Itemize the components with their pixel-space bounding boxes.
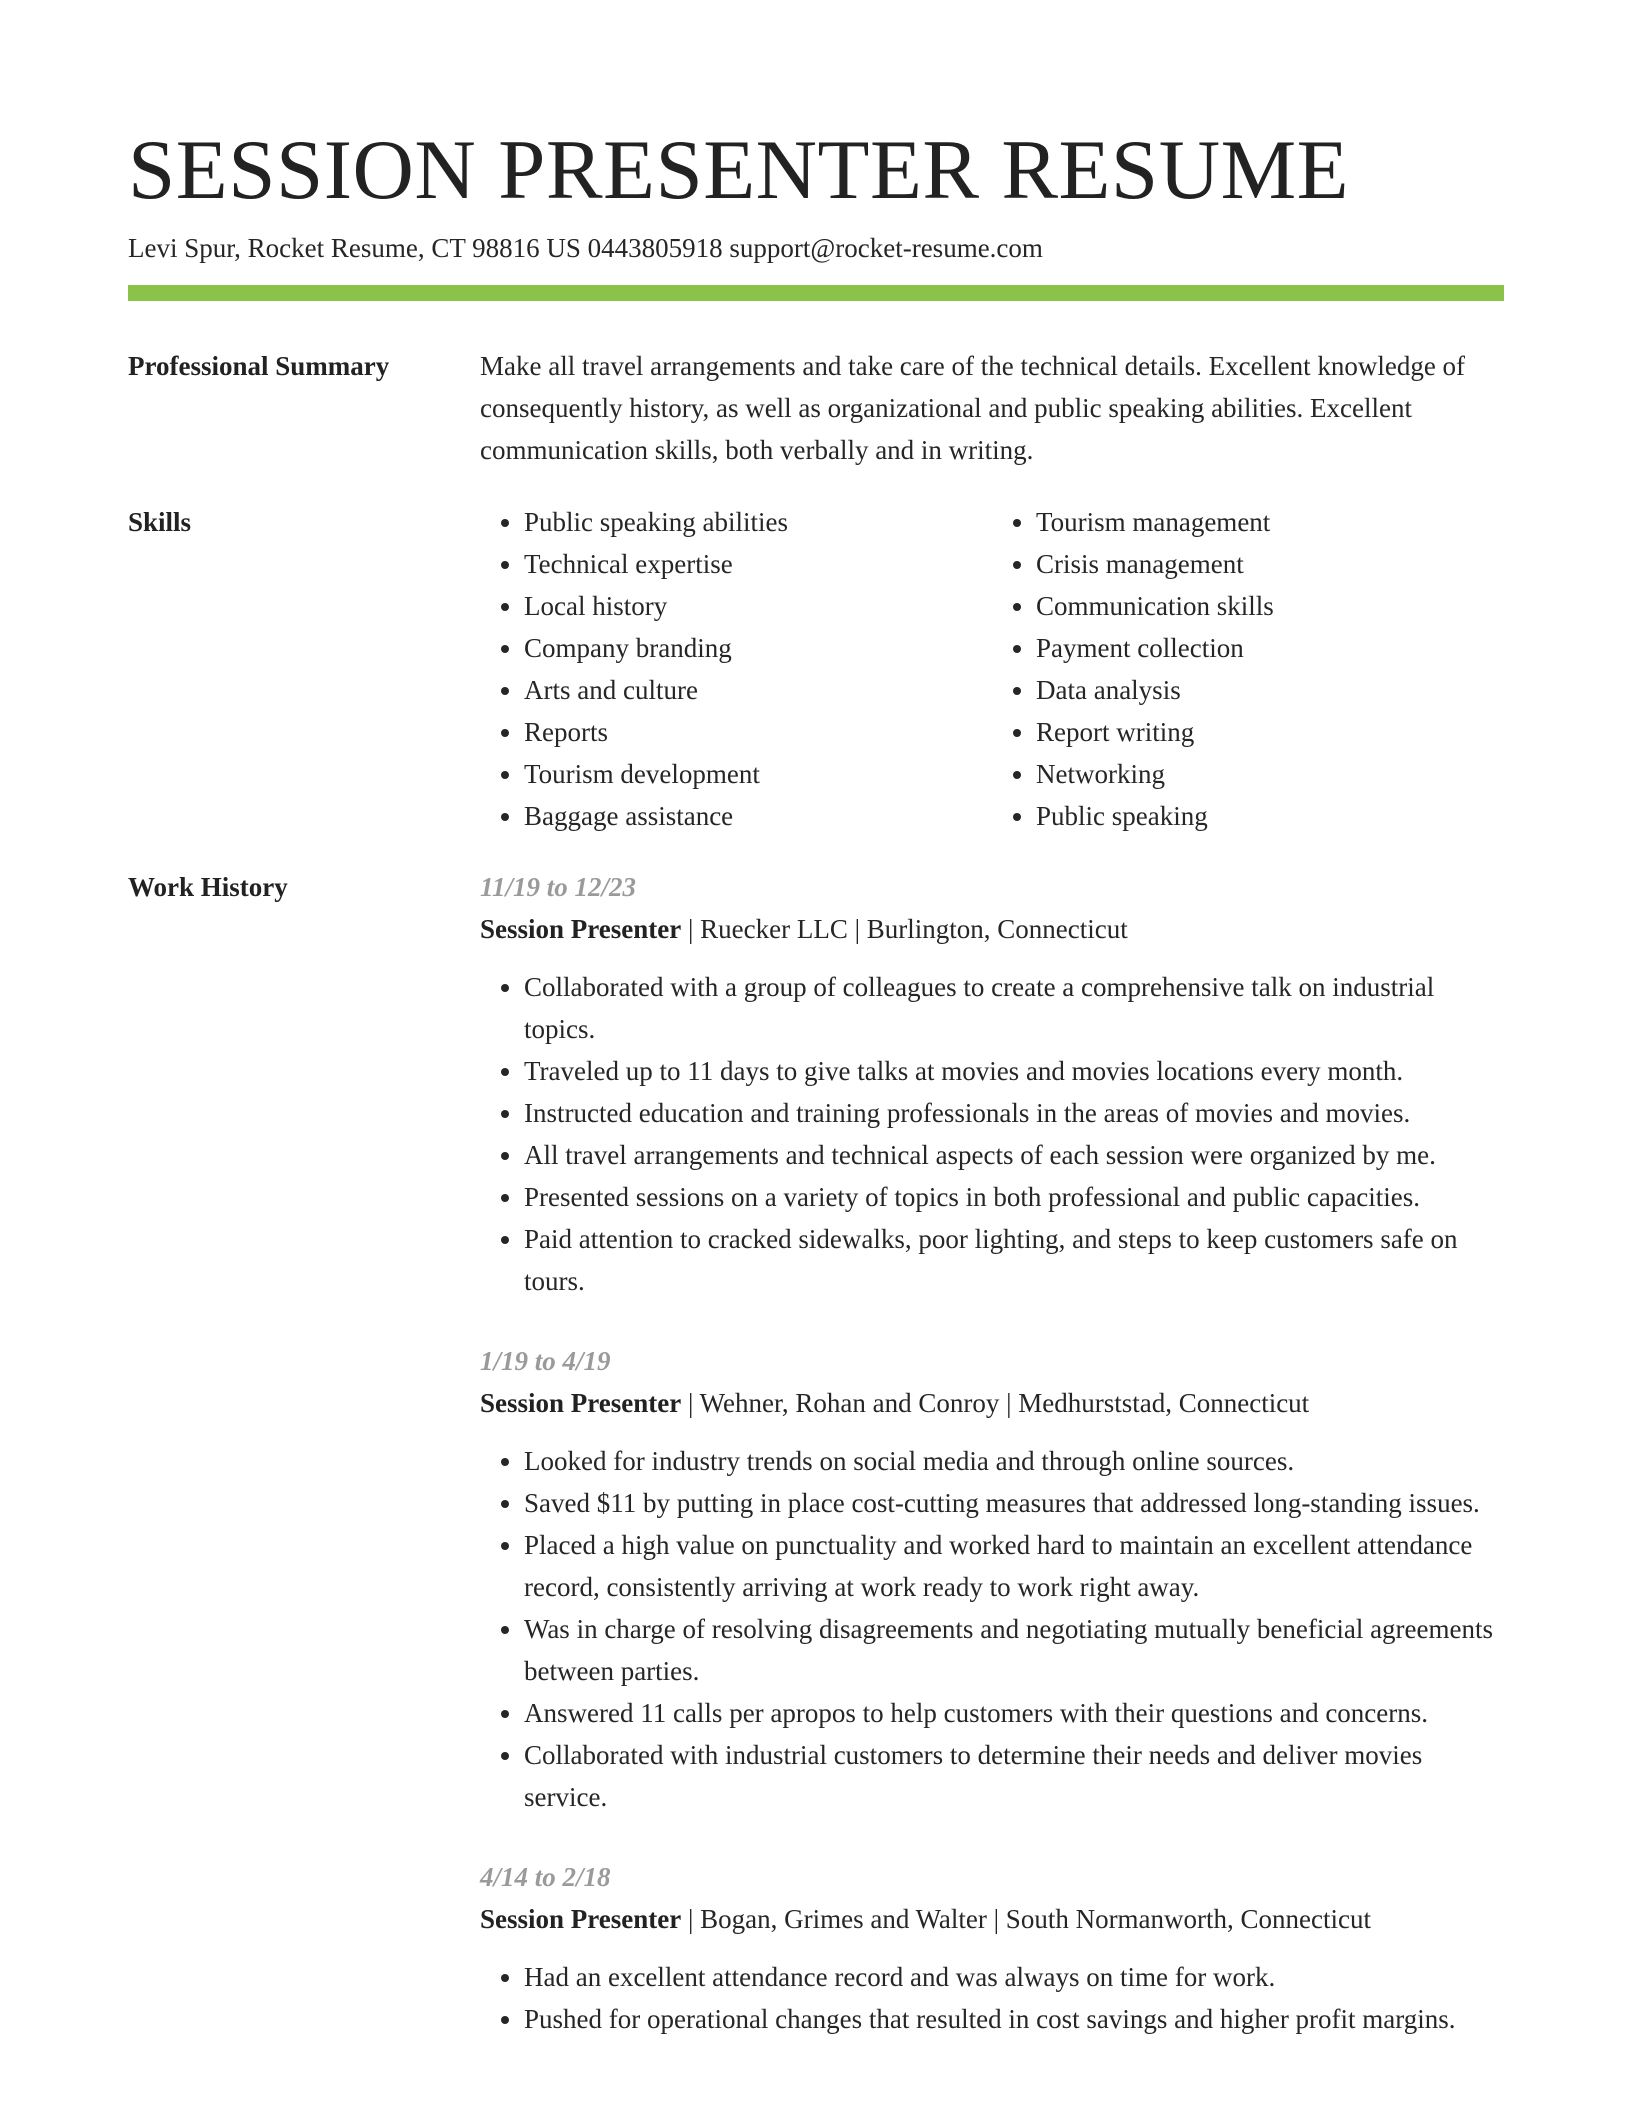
skill-item: • Public speaking abilities — [524, 501, 992, 543]
skill-item: • Reports — [524, 711, 992, 753]
skill-item: • Data analysis — [1036, 669, 1504, 711]
job-entry — [480, 866, 1504, 1302]
header-divider — [128, 285, 1504, 301]
job-title-line — [480, 1382, 1504, 1424]
job-bullet: • Collaborated with a group of colleagues to create a comprehensive talk on industrial topics. — [524, 966, 1504, 1050]
job-bullet: • Had an excellent attendance record and was always on time for work. — [524, 1956, 1504, 1998]
job-bullet: • Was in charge of resolving disagreements and negotiating mutually beneficial agreements between parties. — [524, 1608, 1504, 1692]
job-title-line — [480, 908, 1504, 950]
job-bullet-list — [480, 1956, 1504, 2040]
skill-item: • Public speaking — [1036, 795, 1504, 837]
job-entry — [480, 1856, 1504, 2040]
job-title-line — [480, 1898, 1504, 1940]
job-dates: 4/14 to 2/18 — [480, 1862, 611, 1892]
skill-item: • Communication skills — [1036, 585, 1504, 627]
skill-item: • Baggage assistance — [524, 795, 992, 837]
job-bullet-list — [480, 966, 1504, 1302]
job-bullet: • Saved $11 by putting in place cost-cutting measures that addressed long-standing issues. — [524, 1482, 1504, 1524]
job-bullet: • Instructed education and training professionals in the areas of movies and movies. — [524, 1092, 1504, 1134]
skill-item: • Company branding — [524, 627, 992, 669]
skill-item: • Networking — [1036, 753, 1504, 795]
skill-item: • Tourism management — [1036, 501, 1504, 543]
job-bullet: • All travel arrangements and technical aspects of each session were organized by me. — [524, 1134, 1504, 1176]
job-dates: 11/19 to 12/23 — [480, 872, 637, 902]
job-entry — [480, 1340, 1504, 1818]
skill-item: • Payment collection — [1036, 627, 1504, 669]
job-bullet: • Paid attention to cracked sidewalks, poor lighting, and steps to keep customers safe on tours. — [524, 1218, 1504, 1302]
job-employer-location: | Wehner, Rohan and Conroy | Medhurststad, Connecticut — [681, 1388, 1310, 1418]
job-role: Session Presenter — [480, 1388, 682, 1418]
job-role: Session Presenter — [480, 1904, 682, 1934]
skill-item: • Local history — [524, 585, 992, 627]
job-bullet: • Collaborated with industrial customers to determine their needs and deliver movies service. — [524, 1734, 1504, 1818]
skills-label: Skills — [128, 507, 192, 537]
job-bullet: • Looked for industry trends on social media and through online sources. — [524, 1440, 1504, 1482]
job-bullet: • Pushed for operational changes that resulted in cost savings and higher profit margins. — [524, 1998, 1504, 2040]
work-history-body — [480, 866, 1504, 2078]
summary-body — [480, 345, 1504, 471]
skill-item: • Technical expertise — [524, 543, 992, 585]
job-dates: 1/19 to 4/19 — [480, 1346, 611, 1376]
job-bullet-list — [480, 1440, 1504, 1818]
job-employer-location: | Ruecker LLC | Burlington, Connecticut — [681, 914, 1128, 944]
job-bullet: • Traveled up to 11 days to give talks at movies and movies locations every month. — [524, 1050, 1504, 1092]
resume-title: SESSION PRESENTER RESUME — [128, 123, 1350, 217]
skills-list-left — [480, 501, 992, 837]
job-bullet: • Placed a high value on punctuality and worked hard to maintain an excellent attendance record, consistently arriving at work ready to work right away. — [524, 1524, 1504, 1608]
skills-body — [480, 501, 1504, 837]
summary-label: Professional Summary — [128, 351, 390, 381]
summary-text: Make all travel arrangements and take care of the technical details. Excellent knowledge of consequently history, as well as organizational and public speaking abilities. Excellent communication skills, both verbally and in writing. — [480, 351, 1466, 465]
skill-item: • Report writing — [1036, 711, 1504, 753]
contact-line: Levi Spur, Rocket Resume, CT 98816 US 0443805918 support@rocket-resume.com — [128, 233, 1043, 263]
skill-item: • Tourism development — [524, 753, 992, 795]
skills-list-right — [992, 501, 1504, 837]
skill-item: • Arts and culture — [524, 669, 992, 711]
work-history-label: Work History — [128, 872, 288, 902]
job-role: Session Presenter — [480, 914, 682, 944]
job-bullet: • Presented sessions on a variety of topics in both professional and public capacities. — [524, 1176, 1504, 1218]
job-bullet: • Answered 11 calls per apropos to help customers with their questions and concerns. — [524, 1692, 1504, 1734]
skill-item: • Crisis management — [1036, 543, 1504, 585]
job-employer-location: | Bogan, Grimes and Walter | South Normanworth, Connecticut — [681, 1904, 1371, 1934]
skills-columns — [480, 501, 1504, 837]
